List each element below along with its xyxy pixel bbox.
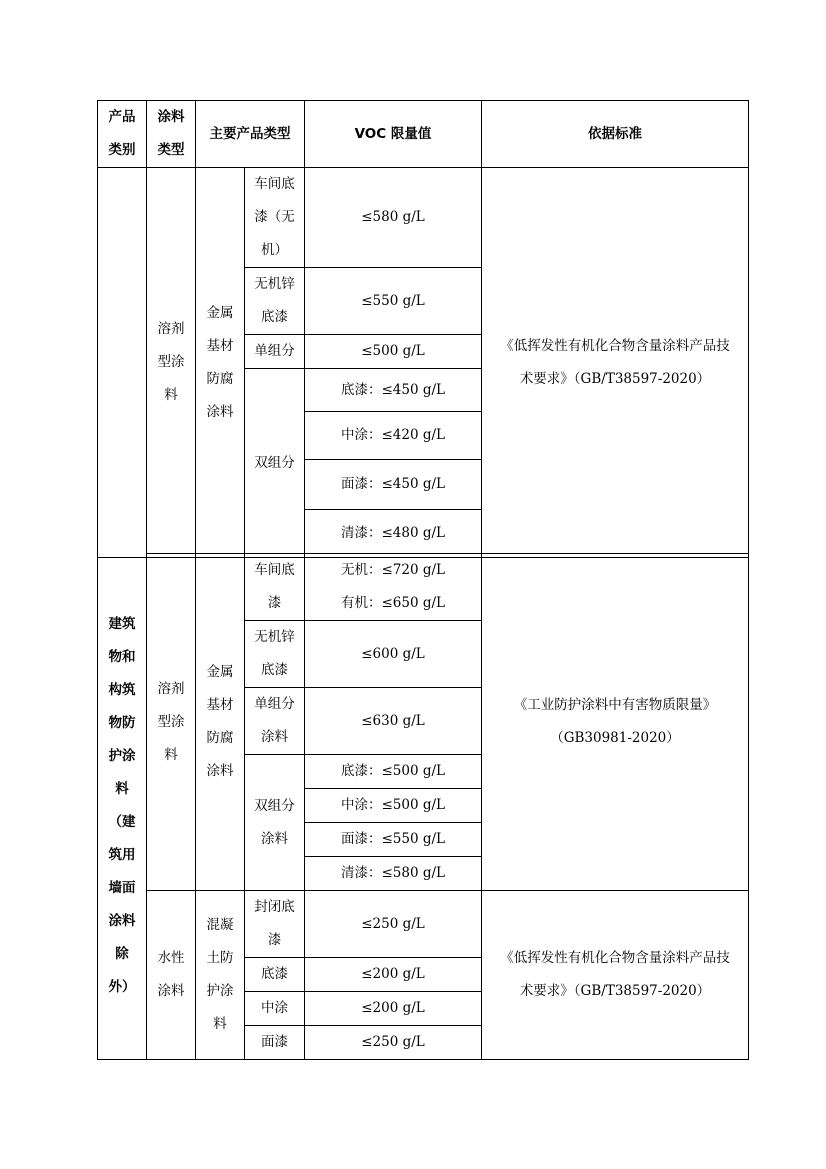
main-type-cell: 金属 基材 防腐 涂料	[196, 554, 245, 891]
product-category-cell	[98, 168, 147, 558]
voc-value-cell: ≤200 g/L	[305, 992, 482, 1026]
table-row	[98, 554, 749, 621]
sub-type-cell: 单组分	[245, 335, 305, 369]
coating-type-cell: 水性 涂料	[147, 891, 196, 1060]
table-row	[98, 168, 749, 268]
voc-value-cell: ≤500 g/L	[305, 335, 482, 369]
header-row	[98, 101, 749, 168]
sub-type-cell: 封闭底 漆	[245, 891, 305, 958]
sub-type-cell: 车间底 漆（无 机）	[245, 168, 305, 268]
voc-value-cell: 中涂：≤500 g/L	[305, 789, 482, 823]
coating-type-cell: 溶剂 型涂 料	[147, 554, 196, 891]
header-standard: 依据标准	[482, 101, 749, 168]
voc-limit-table	[97, 100, 749, 558]
voc-value-cell: 面漆：≤550 g/L	[305, 823, 482, 857]
voc-value-cell: ≤630 g/L	[305, 688, 482, 755]
voc-value-cell: ≤250 g/L	[305, 891, 482, 958]
sub-type-cell: 双组分 涂料	[245, 755, 305, 891]
sub-type-cell: 面漆	[245, 1026, 305, 1060]
voc-value-cell: ≤250 g/L	[305, 1026, 482, 1060]
voc-value-cell: 底漆：≤450 g/L	[305, 369, 482, 412]
sub-type-cell: 车间底 漆	[245, 554, 305, 621]
voc-value-cell: ≤200 g/L	[305, 958, 482, 992]
standard-cell: 《低挥发性有机化合物含量涂料产品技 术要求》（GB/T38597-2020）	[482, 168, 749, 558]
voc-value-cell: 清漆：≤580 g/L	[305, 857, 482, 891]
header-coating-type: 涂料 类型	[147, 101, 196, 168]
voc-value-cell: 清漆：≤480 g/L	[305, 510, 482, 558]
sub-type-cell: 无机锌 底漆	[245, 621, 305, 688]
header-main-product-type: 主要产品类型	[196, 101, 305, 168]
voc-value-cell: ≤600 g/L	[305, 621, 482, 688]
sub-type-cell: 底漆	[245, 958, 305, 992]
voc-value-cell: 中涂：≤420 g/L	[305, 412, 482, 460]
voc-value-cell: ≤580 g/L	[305, 168, 482, 268]
voc-value-cell: 无机：≤720 g/L 有机：≤650 g/L	[305, 554, 482, 621]
main-type-cell: 金属 基材 防腐 涂料	[196, 168, 245, 558]
table-row	[98, 891, 749, 958]
voc-limit-table-section2	[97, 553, 749, 1060]
product-category-cell: 建筑 物和 构筑 物防 护涂 料 （建 筑用 墙面 涂料 除 外）	[98, 554, 147, 1060]
voc-value-cell: 面漆：≤450 g/L	[305, 460, 482, 510]
sub-type-cell: 单组分 涂料	[245, 688, 305, 755]
sub-type-cell: 无机锌 底漆	[245, 268, 305, 335]
standard-cell: 《低挥发性有机化合物含量涂料产品技 术要求》（GB/T38597-2020）	[482, 891, 749, 1060]
voc-value-cell: 底漆：≤500 g/L	[305, 755, 482, 789]
voc-value-cell: ≤550 g/L	[305, 268, 482, 335]
standard-cell: 《工业防护涂料中有害物质限量》 （GB30981-2020）	[482, 554, 749, 891]
header-product-category: 产品 类别	[98, 101, 147, 168]
header-voc-limit: VOC 限量值	[305, 101, 482, 168]
main-type-cell: 混凝 土防 护涂 料	[196, 891, 245, 1060]
sub-type-cell: 中涂	[245, 992, 305, 1026]
coating-type-cell: 溶剂 型涂 料	[147, 168, 196, 558]
sub-type-cell: 双组分	[245, 369, 305, 558]
